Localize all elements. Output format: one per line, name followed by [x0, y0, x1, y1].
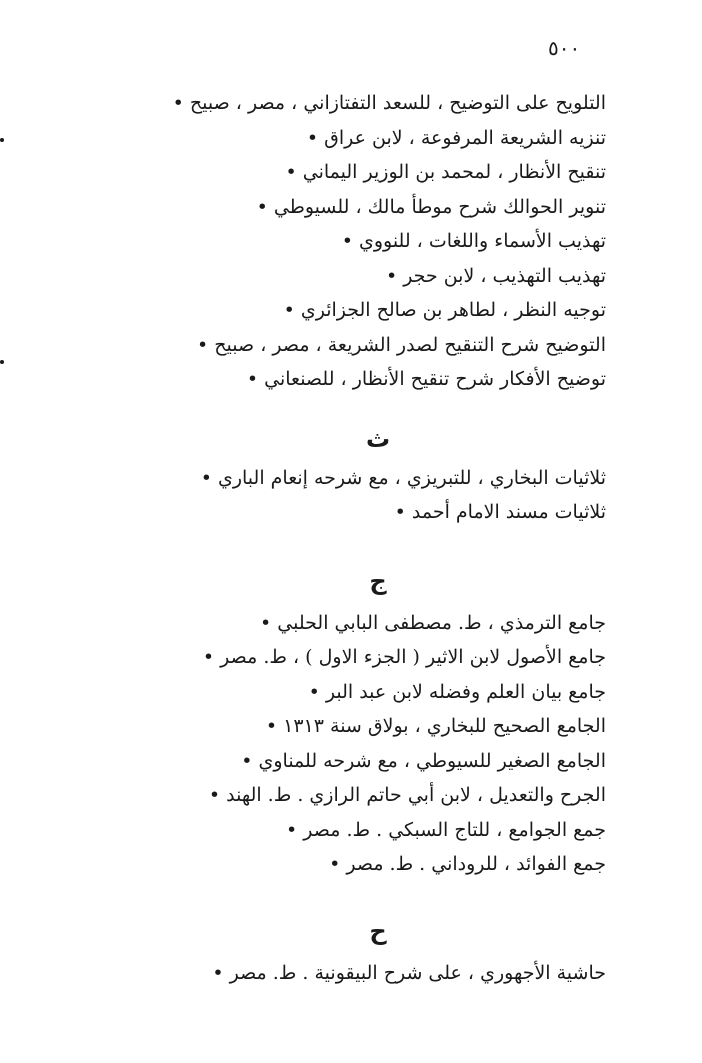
margin-mark — [0, 138, 4, 142]
section-heading-tha: ث — [365, 424, 391, 453]
bibliography-entry: جمع الجوامع ، للتاج السبكي . ط. مصر • — [150, 813, 606, 848]
bibliography-entry: الجامع الصغير للسيوطي ، مع شرحه للمناوي • — [150, 744, 606, 779]
bibliography-entry: ثلاثيات مسند الامام أحمد • — [150, 495, 606, 530]
margin-mark — [0, 360, 4, 364]
bibliography-entry: تنزيه الشريعة المرفوعة ، لابن عراق • — [150, 121, 606, 156]
bibliography-entry: حاشية الأجهوري ، على شرح البيقونية . ط. مصر • — [150, 956, 606, 991]
bibliography-entry: جامع بيان العلم وفضله لابن عبد البر • — [150, 675, 606, 710]
section-ha — [150, 956, 606, 991]
bibliography-entry: الجامع الصحيح للبخاري ، بولاق سنة ١٣١٣ • — [150, 709, 606, 744]
bibliography-entry: الجرح والتعديل ، لابن أبي حاتم الرازي . ط. الهند • — [150, 778, 606, 813]
bibliography-entry: تنقيح الأنظار ، لمحمد بن الوزير اليماني • — [150, 155, 606, 190]
bibliography-entry: ثلاثيات البخاري ، للتبريزي ، مع شرحه إنعام الباري • — [150, 461, 606, 496]
bibliography-column — [150, 86, 606, 990]
bibliography-entry: التوضيح شرح التنقيح لصدر الشريعة ، مصر ، صبيح • — [150, 328, 606, 363]
bibliography-entry: جامع الأصول لابن الاثير ( الجزء الاول ) ، ط. مصر • — [150, 640, 606, 675]
section-heading-ha: ح — [369, 916, 387, 945]
section-heading-jim: ج — [369, 566, 387, 595]
bibliography-entry: التلويح على التوضيح ، للسعد التفتازاني ، مصر ، صبيح • — [150, 86, 606, 121]
section-tha — [150, 461, 606, 530]
bibliography-entry: تنوير الحوالك شرح موطأ مالك ، للسيوطي • — [150, 190, 606, 225]
bibliography-entry: تهذيب التهذيب ، لابن حجر • — [150, 259, 606, 294]
bibliography-entry: تهذيب الأسماء واللغات ، للنووي • — [150, 224, 606, 259]
bibliography-entry: جامع الترمذي ، ط. مصطفى البابي الحلبي • — [150, 606, 606, 641]
bibliography-entry: جمع الفوائد ، للروداني . ط. مصر • — [150, 847, 606, 882]
bibliography-entry: توضيح الأفكار شرح تنقيح الأنظار ، للصنعاني • — [150, 362, 606, 397]
section-jim — [150, 606, 606, 882]
section-ta — [150, 86, 606, 397]
bibliography-entry: توجيه النظر ، لطاهر بن صالح الجزائري • — [150, 293, 606, 328]
page-number: ٥٠٠ — [548, 36, 581, 60]
